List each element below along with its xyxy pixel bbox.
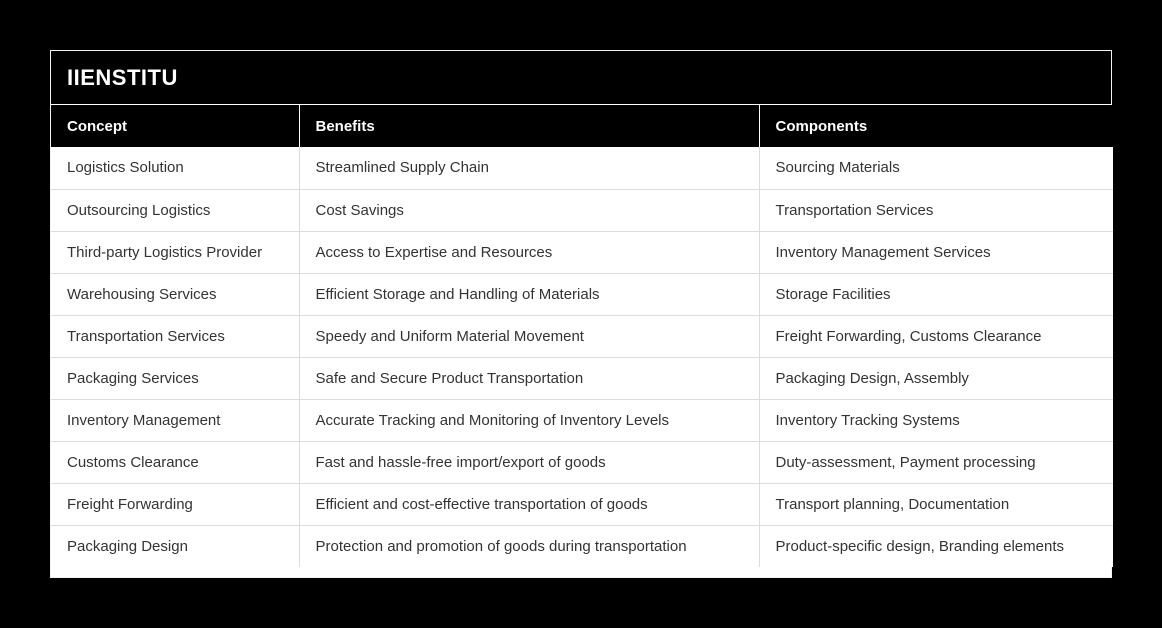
- table-cell: Logistics Solution: [51, 147, 299, 189]
- table-row: [51, 441, 1113, 483]
- table-cell: Product-specific design, Branding elements: [759, 525, 1113, 567]
- table-cell: Duty-assessment, Payment processing: [759, 441, 1113, 483]
- table-cell: Protection and promotion of goods during transportation: [299, 525, 759, 567]
- table-row: [51, 399, 1113, 441]
- table-cell: Efficient Storage and Handling of Materials: [299, 273, 759, 315]
- column-header-components: Components: [759, 105, 1113, 147]
- table-cell: Inventory Management: [51, 399, 299, 441]
- table-row: [51, 525, 1113, 567]
- table-cell: Cost Savings: [299, 189, 759, 231]
- logistics-table-card: [50, 50, 1112, 578]
- table-cell: Packaging Design, Assembly: [759, 357, 1113, 399]
- table-cell: Efficient and cost-effective transportation of goods: [299, 483, 759, 525]
- table-row: [51, 483, 1113, 525]
- table-row: [51, 357, 1113, 399]
- table-cell: Freight Forwarding: [51, 483, 299, 525]
- table-cell: Transportation Services: [759, 189, 1113, 231]
- table-cell: Packaging Services: [51, 357, 299, 399]
- table-cell: Safe and Secure Product Transportation: [299, 357, 759, 399]
- logistics-table: [51, 105, 1113, 567]
- table-row: [51, 189, 1113, 231]
- table-row: [51, 273, 1113, 315]
- table-header: [51, 105, 1113, 147]
- table-cell: Transportation Services: [51, 315, 299, 357]
- table-cell: Packaging Design: [51, 525, 299, 567]
- card-title: IIENSTITU: [51, 51, 1111, 105]
- column-header-concept: Concept: [51, 105, 299, 147]
- table-cell: Fast and hassle-free import/export of goods: [299, 441, 759, 483]
- table-cell: Inventory Tracking Systems: [759, 399, 1113, 441]
- table-row: [51, 315, 1113, 357]
- table-body: [51, 147, 1113, 567]
- table-cell: Transport planning, Documentation: [759, 483, 1113, 525]
- table-cell: Freight Forwarding, Customs Clearance: [759, 315, 1113, 357]
- table-cell: Warehousing Services: [51, 273, 299, 315]
- table-cell: Third-party Logistics Provider: [51, 231, 299, 273]
- table-header-row: [51, 105, 1113, 147]
- table-cell: Speedy and Uniform Material Movement: [299, 315, 759, 357]
- table-cell: Accurate Tracking and Monitoring of Inventory Levels: [299, 399, 759, 441]
- table-cell: Access to Expertise and Resources: [299, 231, 759, 273]
- table-cell: Customs Clearance: [51, 441, 299, 483]
- table-cell: Streamlined Supply Chain: [299, 147, 759, 189]
- table-cell: Storage Facilities: [759, 273, 1113, 315]
- table-cell: Inventory Management Services: [759, 231, 1113, 273]
- table-row: [51, 147, 1113, 189]
- table-cell: Sourcing Materials: [759, 147, 1113, 189]
- column-header-benefits: Benefits: [299, 105, 759, 147]
- table-row: [51, 231, 1113, 273]
- table-cell: Outsourcing Logistics: [51, 189, 299, 231]
